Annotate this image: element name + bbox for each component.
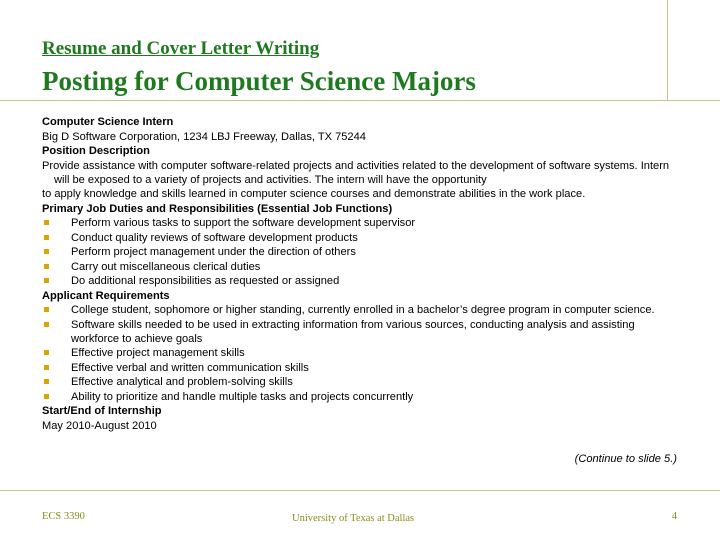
footer-course: ECS 3390 <box>42 511 85 522</box>
slide-subtitle: Posting for Computer Science Majors <box>42 66 476 96</box>
internship-dates: May 2010-August 2010 <box>42 419 157 432</box>
duty-item: Conduct quality reviews of software development products <box>42 231 682 245</box>
square-bullet-icon <box>44 379 49 384</box>
position-heading: Position Description <box>42 145 150 157</box>
slide-content <box>42 115 682 433</box>
requirements-list <box>42 303 682 404</box>
square-bullet-icon <box>44 278 49 283</box>
duty-item: Perform project management under the direction of others <box>42 245 682 259</box>
requirement-item: Effective analytical and problem-solving skills <box>42 375 682 389</box>
position-text-1: Provide assistance with computer software-related projects and activities related to the development of software systems. Intern will be exposed to a variety of projects and activities. The intern will have the opportunity <box>42 159 670 186</box>
decorative-vertical-rule <box>667 0 668 100</box>
square-bullet-icon <box>44 350 49 355</box>
continue-note: (Continue to slide 5.) <box>574 453 677 465</box>
requirements-heading: Applicant Requirements <box>42 289 170 302</box>
footer-page-number: 4 <box>671 511 677 522</box>
square-bullet-icon <box>44 249 49 254</box>
requirement-item: Software skills needed to be used in extracting information from various sources, conducting analysis and assisting workforce to achieve goals <box>42 318 682 346</box>
footer-institution: University of Texas at Dallas <box>292 513 415 524</box>
duties-list <box>42 216 682 288</box>
square-bullet-icon <box>44 365 49 370</box>
duties-heading: Primary Job Duties and Responsibilities (Essential Job Functions) <box>42 202 393 215</box>
duty-item: Carry out miscellaneous clerical duties <box>42 260 682 274</box>
requirement-item: College student, sophomore or higher standing, currently enrolled in a bachelor’s degree program in computer science. <box>42 303 682 317</box>
company-address: Big D Software Corporation, 1234 LBJ Freeway, Dallas, TX 75244 <box>42 130 366 143</box>
job-title: Computer Science Intern <box>42 116 174 128</box>
duty-item: Do additional responsibilities as requested or assigned <box>42 274 682 288</box>
slide-title: Resume and Cover Letter Writing <box>42 38 320 59</box>
square-bullet-icon <box>44 394 49 399</box>
square-bullet-icon <box>44 322 49 327</box>
requirement-item: Effective project management skills <box>42 346 682 360</box>
position-text-2: to apply knowledge and skills learned in computer science courses and demonstrate abilities in the work place. <box>42 188 586 200</box>
requirement-item: Effective verbal and written communication skills <box>42 361 682 375</box>
square-bullet-icon <box>44 220 49 225</box>
square-bullet-icon <box>44 307 49 312</box>
duty-item: Perform various tasks to support the software development supervisor <box>42 216 682 230</box>
dates-heading: Start/End of Internship <box>42 405 162 417</box>
square-bullet-icon <box>44 235 49 240</box>
square-bullet-icon <box>44 264 49 269</box>
footer-horizontal-rule <box>0 490 720 491</box>
requirement-item: Ability to prioritize and handle multiple tasks and projects concurrently <box>42 390 682 404</box>
top-horizontal-rule <box>0 100 720 101</box>
